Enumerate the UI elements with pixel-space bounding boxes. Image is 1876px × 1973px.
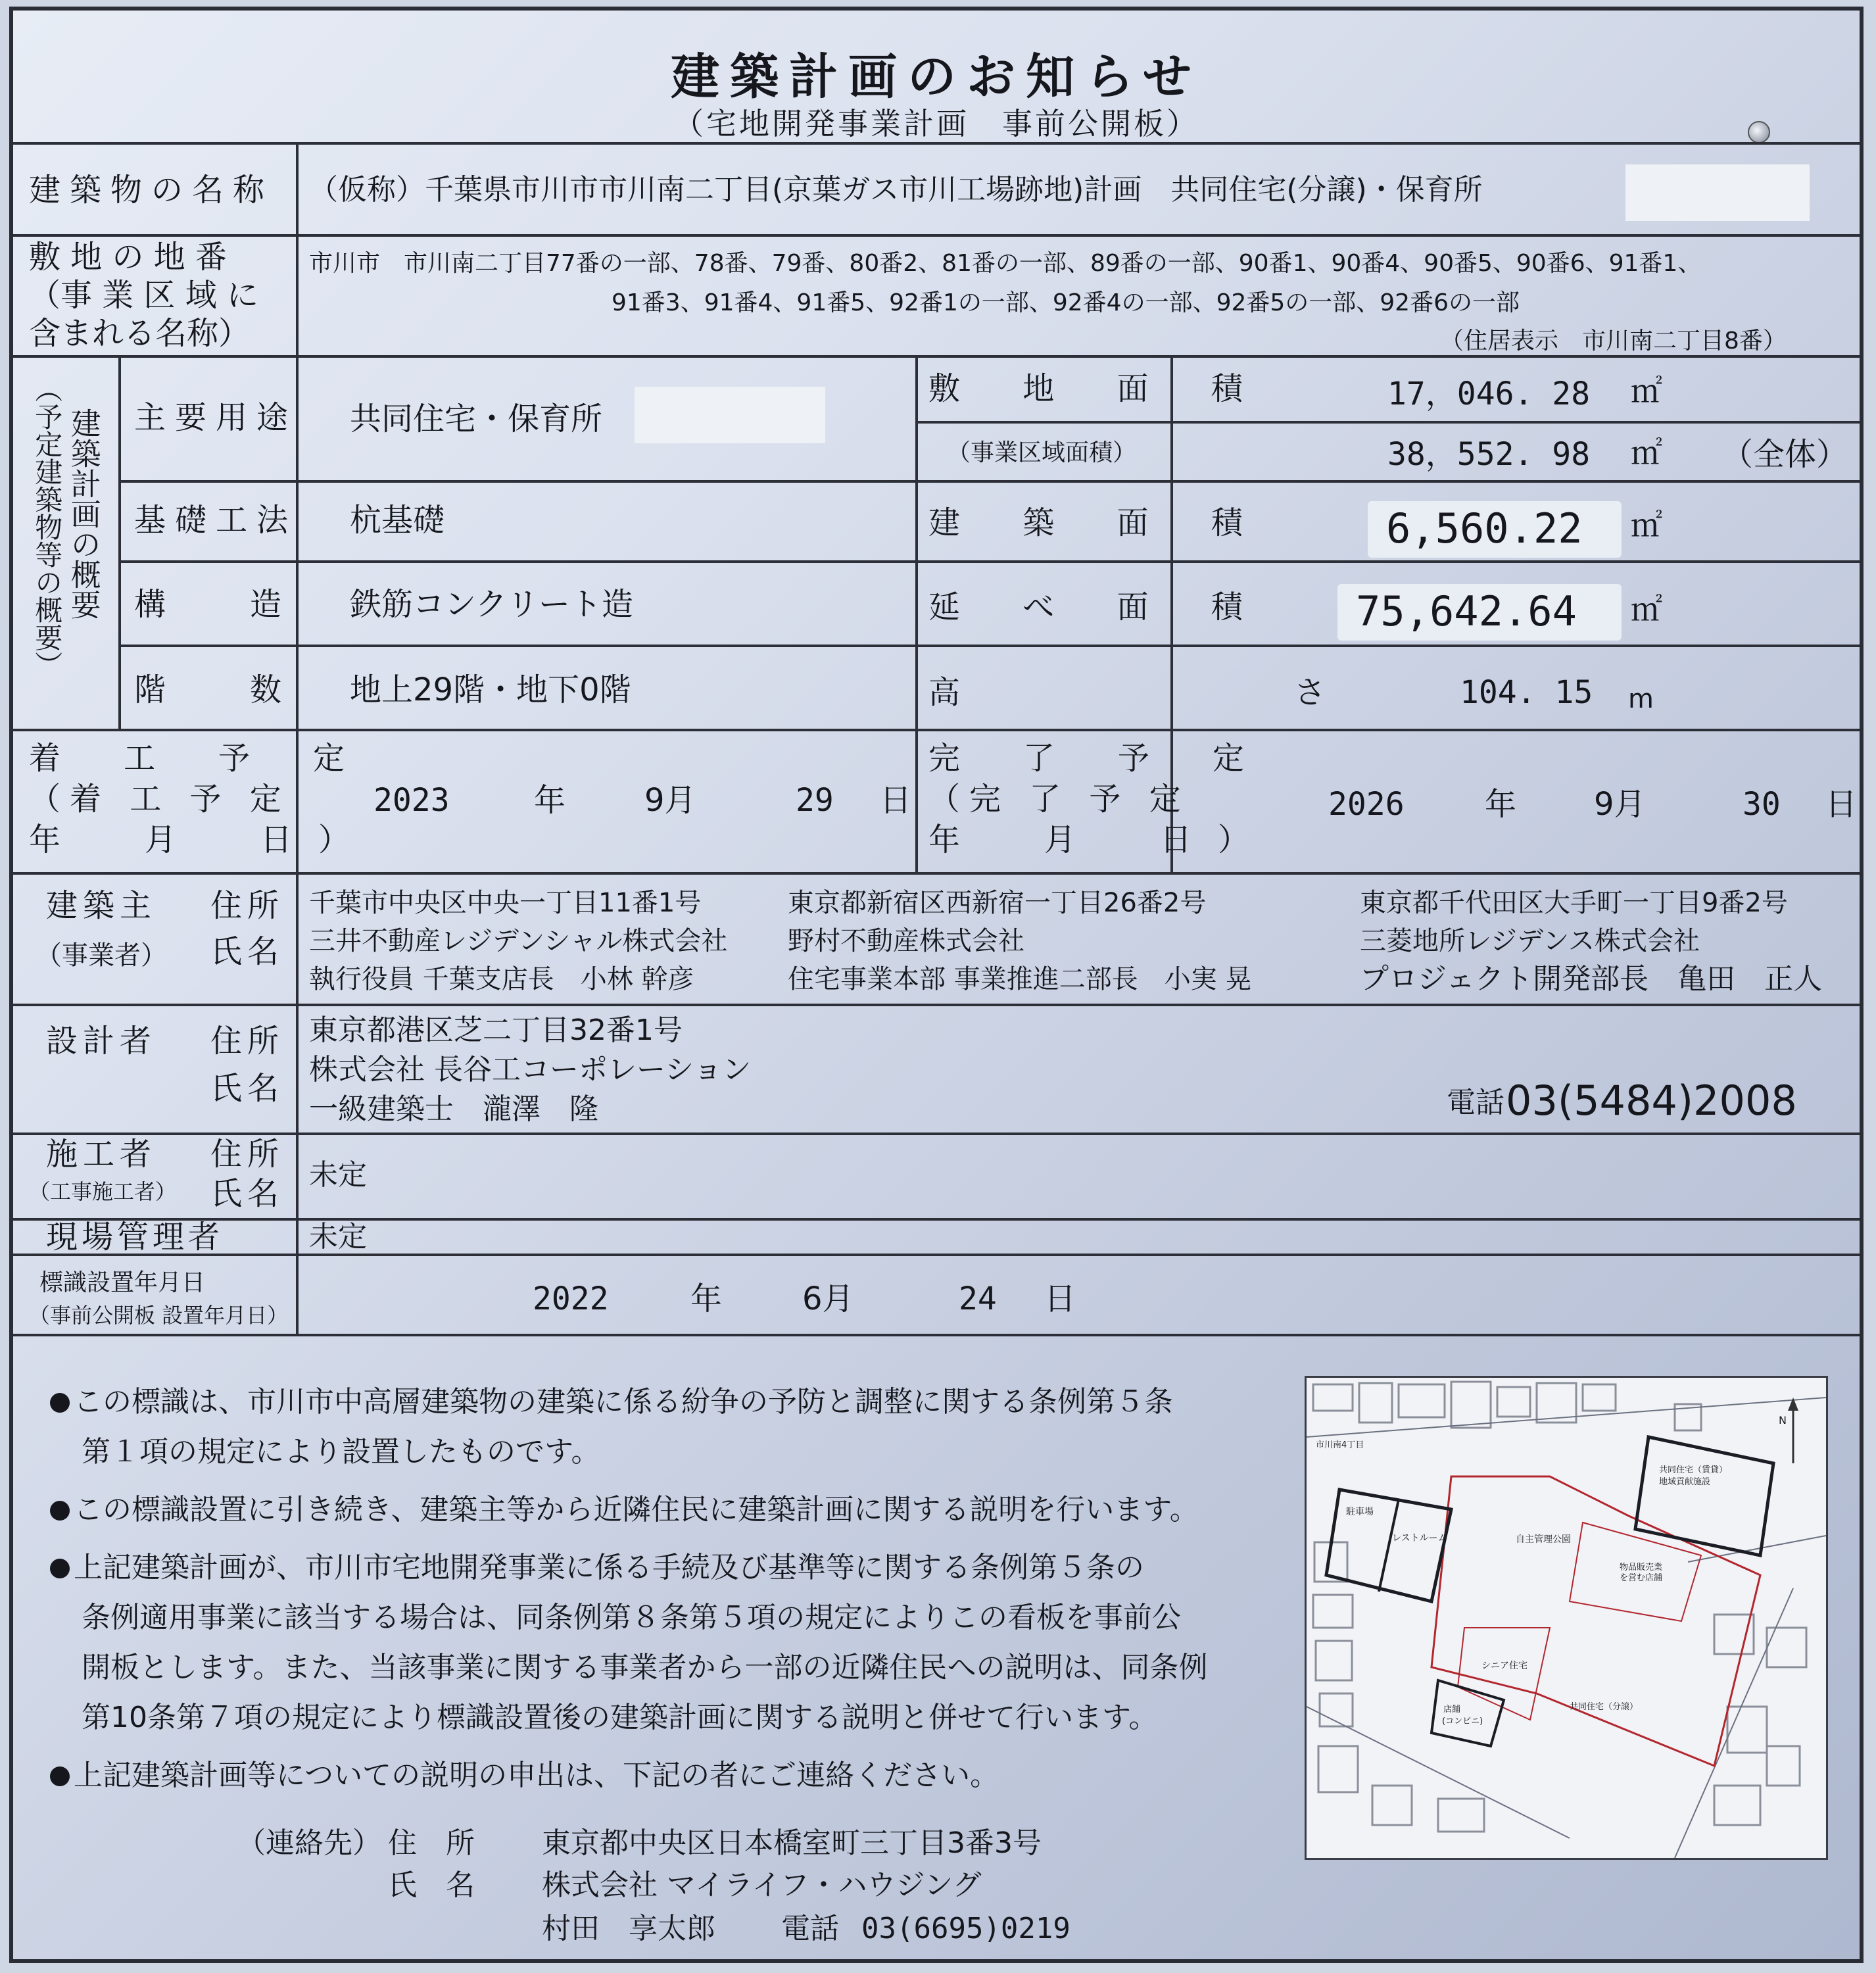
floor-area-value: 75,642.64	[1356, 587, 1577, 635]
contact-phone-label: 電話	[781, 1912, 839, 1945]
end-day-unit: 日	[1825, 786, 1858, 823]
contact-addr-label: 住 所	[388, 1826, 475, 1860]
bullet-icon	[50, 1766, 70, 1786]
designer-name-label: 氏名	[210, 1070, 285, 1107]
map-label-store: 店舗	[1443, 1705, 1461, 1715]
floors-value: 地上29階・地下0階	[350, 671, 631, 708]
designer-address: 東京都港区芝二丁目32番1号	[309, 1013, 683, 1047]
site-manager-label: 現場管理者	[46, 1219, 224, 1255]
height-unit: m	[1628, 684, 1654, 714]
end-label-3: 年 月 日）	[928, 821, 1276, 858]
lot-label-1: 敷 地 の 地 番	[29, 239, 228, 276]
sign-year: 2022	[533, 1280, 609, 1317]
lot-line-2: 91番3、91番4、91番5、92番1の一部、92番4の一部、92番5の一部、92番6の一部	[612, 289, 1520, 316]
end-year: 2026	[1328, 786, 1405, 823]
site-area-unit: ㎡	[1631, 373, 1663, 410]
map-label-condo: 共同住宅（分譲）	[1570, 1702, 1639, 1712]
use-value: 共同住宅・保育所	[350, 401, 603, 437]
designer-phone: 03(5484)2008	[1506, 1077, 1797, 1125]
foundation-value: 杭基礎	[350, 502, 445, 539]
floor-area-unit: ㎡	[1631, 591, 1663, 628]
map-label-senior: シニア住宅	[1481, 1661, 1527, 1671]
start-year: 2023	[373, 782, 450, 819]
owner-2-person: 住宅事業本部 事業推進二部長 小実 晃	[788, 964, 1252, 994]
owner-3-person: プロジェクト開発部長 亀田 正人	[1360, 962, 1823, 996]
note-3: 上記建築計画が、市川市宅地開発事業に係る手続及び基準等に関する条例第５条の	[50, 1543, 1299, 1593]
end-label-1: 完 了 予 定	[928, 740, 1261, 777]
overview-side-label: 建築計画の概要	[66, 408, 102, 620]
start-label-1: 着 工 予 定	[29, 740, 361, 777]
owner-addr-label: 住所	[210, 887, 285, 924]
page-subtitle: （宅地開発事業計画 事前公開板）	[673, 106, 1199, 141]
bullet-icon	[50, 1559, 70, 1578]
bullet-icon	[50, 1393, 70, 1413]
building-area-unit: ㎡	[1631, 507, 1663, 544]
owner-label: 建築主	[46, 887, 157, 924]
start-label-2: （着 工 予 定	[29, 781, 291, 817]
height-label: 高 さ	[928, 674, 1478, 711]
map-label-rental-2: 地域貢献施設	[1659, 1477, 1711, 1487]
note-3-cont-1: 条例適用事業に該当する場合は、同条例第８条第５項の規定によりこの看板を事前公	[82, 1601, 1181, 1634]
screw-icon	[1748, 121, 1770, 143]
sign-year-unit: 年	[690, 1280, 723, 1317]
site-area-label: 敷 地 面 積	[928, 370, 1269, 407]
page-title: 建築計画のお知らせ	[671, 49, 1202, 105]
map-label-retail: 物品販売業	[1620, 1563, 1663, 1572]
start-day-unit: 日	[880, 782, 912, 819]
lot-line-3: （住居表示 市川南二丁目8番）	[1440, 328, 1787, 354]
note-2: この標識設置に引き続き、建築主等から近隣住民に建築計画に関する説明を行います。	[50, 1485, 1299, 1535]
note-1: この標識は、市川市中高層建築物の建築に係る紛争の予防と調整に関する条例第５条	[50, 1377, 1299, 1427]
project-area-note: （全体）	[1721, 436, 1848, 473]
structure-label: 構 造	[134, 586, 308, 623]
sign-day-unit: 日	[1044, 1280, 1076, 1317]
site-area-value: 17，046. 28	[1387, 376, 1591, 412]
designer-addr-label: 住所	[210, 1023, 285, 1060]
builder-addr-label: 住所	[210, 1136, 285, 1173]
note-3-cont-3: 第10条第７項の規定により標識設置後の建築計画に関する説明と併せて行います。	[82, 1701, 1158, 1734]
height-value: 104. 15	[1460, 674, 1593, 711]
owner-3-address: 東京都千代田区大手町一丁目9番2号	[1360, 888, 1788, 918]
designer-company: 株式会社 長谷工コーポレーション	[309, 1053, 752, 1086]
owner-3-company: 三菱地所レジデンス株式会社	[1360, 926, 1700, 956]
building-name-label: 建築物の名称	[29, 172, 274, 208]
floors-label: 階 数	[134, 671, 308, 708]
end-label-2: （完 了 予 定	[928, 781, 1190, 817]
notice-board	[9, 7, 1864, 1963]
site-map-drawing	[1307, 1378, 1826, 1858]
contact-name-label: 氏 名	[388, 1868, 475, 1902]
end-day: 30	[1743, 786, 1781, 823]
north-arrow-icon: N	[1779, 1414, 1787, 1426]
lot-label-2: （事 業 区 域 に	[29, 277, 259, 314]
builder-label-sub: （工事施工者）	[29, 1179, 177, 1204]
building-area-label: 建 築 面 積	[928, 504, 1269, 541]
contact-label: （連絡先）	[237, 1826, 381, 1860]
use-label: 主要用途	[134, 399, 298, 436]
designer-label: 設計者	[46, 1023, 157, 1060]
site-map	[1305, 1376, 1828, 1860]
map-label-restroom: レストルーム	[1392, 1533, 1447, 1544]
sign-date-label: 標識設置年月日	[39, 1269, 206, 1296]
map-label-park: 自主管理公園	[1516, 1534, 1571, 1545]
designer-person: 一級建築士 瀧澤 隆	[309, 1092, 598, 1126]
project-area-value: 38，552. 98	[1387, 436, 1591, 473]
building-area-value: 6,560.22	[1386, 504, 1583, 552]
note-1-cont: 第１項の規定により設置したものです。	[82, 1435, 600, 1469]
lot-label-3: 含まれる名称）	[29, 315, 251, 352]
map-label-parking: 駐車場	[1346, 1507, 1374, 1517]
start-month: 9月	[644, 782, 696, 819]
map-label-store-2: (コンビニ)	[1442, 1717, 1483, 1726]
owner-name-label: 氏名	[210, 933, 285, 970]
foundation-label: 基礎工法	[134, 502, 298, 539]
project-area-label: （事業区域面積）	[947, 439, 1137, 466]
owner-1-person: 執行役員 千葉支店長 小林 幹彦	[309, 964, 694, 994]
builder-value: 未定	[309, 1158, 367, 1192]
contact-company: 株式会社 マイライフ・ハウジング	[542, 1868, 982, 1902]
lot-line-1: 市川市 市川南二丁目77番の一部、78番、79番、80番2、81番の一部、89番の一部、90番1、90番4、90番5、90番6、91番1、	[309, 250, 1702, 277]
project-area-unit: ㎡	[1631, 435, 1663, 472]
contact-person: 村田 享太郎	[542, 1912, 715, 1945]
owner-2-address: 東京都新宿区西新宿一丁目26番2号	[788, 888, 1207, 918]
map-label-town: 市川南4丁目	[1316, 1440, 1364, 1450]
note-4: 上記建築計画等についての説明の申出は、下記の者にご連絡ください。	[50, 1751, 1299, 1801]
builder-label: 施工者	[46, 1136, 157, 1173]
site-manager-value: 未定	[309, 1220, 367, 1254]
sign-date-label-sub: （事前公開板 設置年月日）	[29, 1303, 289, 1328]
owner-1-company: 三井不動産レジデンシャル株式会社	[309, 926, 728, 956]
sign-month: 6月	[802, 1280, 854, 1317]
masked-text	[1625, 164, 1810, 221]
contact-address: 東京都中央区日本橋室町三丁目3番3号	[542, 1826, 1042, 1860]
designer-phone-label: 電話	[1447, 1086, 1504, 1119]
start-label-3: 年 月 日）	[29, 821, 377, 858]
contact-phone: 03(6695)0219	[861, 1912, 1070, 1945]
map-label-retail-2: を営む店舗	[1620, 1573, 1663, 1583]
overview-side-sublabel: （予定建築物等の概要）	[31, 375, 64, 679]
owner-2-company: 野村不動産株式会社	[788, 926, 1024, 956]
start-day: 29	[796, 782, 834, 819]
sign-day: 24	[959, 1280, 997, 1317]
builder-name-label: 氏名	[210, 1175, 285, 1212]
masked-text	[635, 387, 825, 443]
bullet-icon	[50, 1501, 70, 1521]
owner-1-address: 千葉市中央区中央一丁目11番1号	[309, 888, 702, 918]
structure-value: 鉄筋コンクリート造	[350, 586, 634, 623]
map-label-rental: 共同住宅（賃貸）	[1659, 1465, 1728, 1475]
end-year-unit: 年	[1485, 786, 1517, 823]
end-month: 9月	[1594, 786, 1646, 823]
owner-label-sub: （事業者）	[36, 940, 167, 971]
start-year-unit: 年	[534, 782, 566, 819]
building-name-value: （仮称）千葉県市川市市川南二丁目(京葉ガス市川工場跡地)計画 共同住宅(分譲)・保育所	[309, 173, 1483, 207]
note-3-cont-2: 開板とします。また、当該事業に関する事業者から一部の近隣住民への説明は、同条例	[82, 1651, 1208, 1684]
floor-area-label: 延 べ 面 積	[928, 589, 1269, 625]
